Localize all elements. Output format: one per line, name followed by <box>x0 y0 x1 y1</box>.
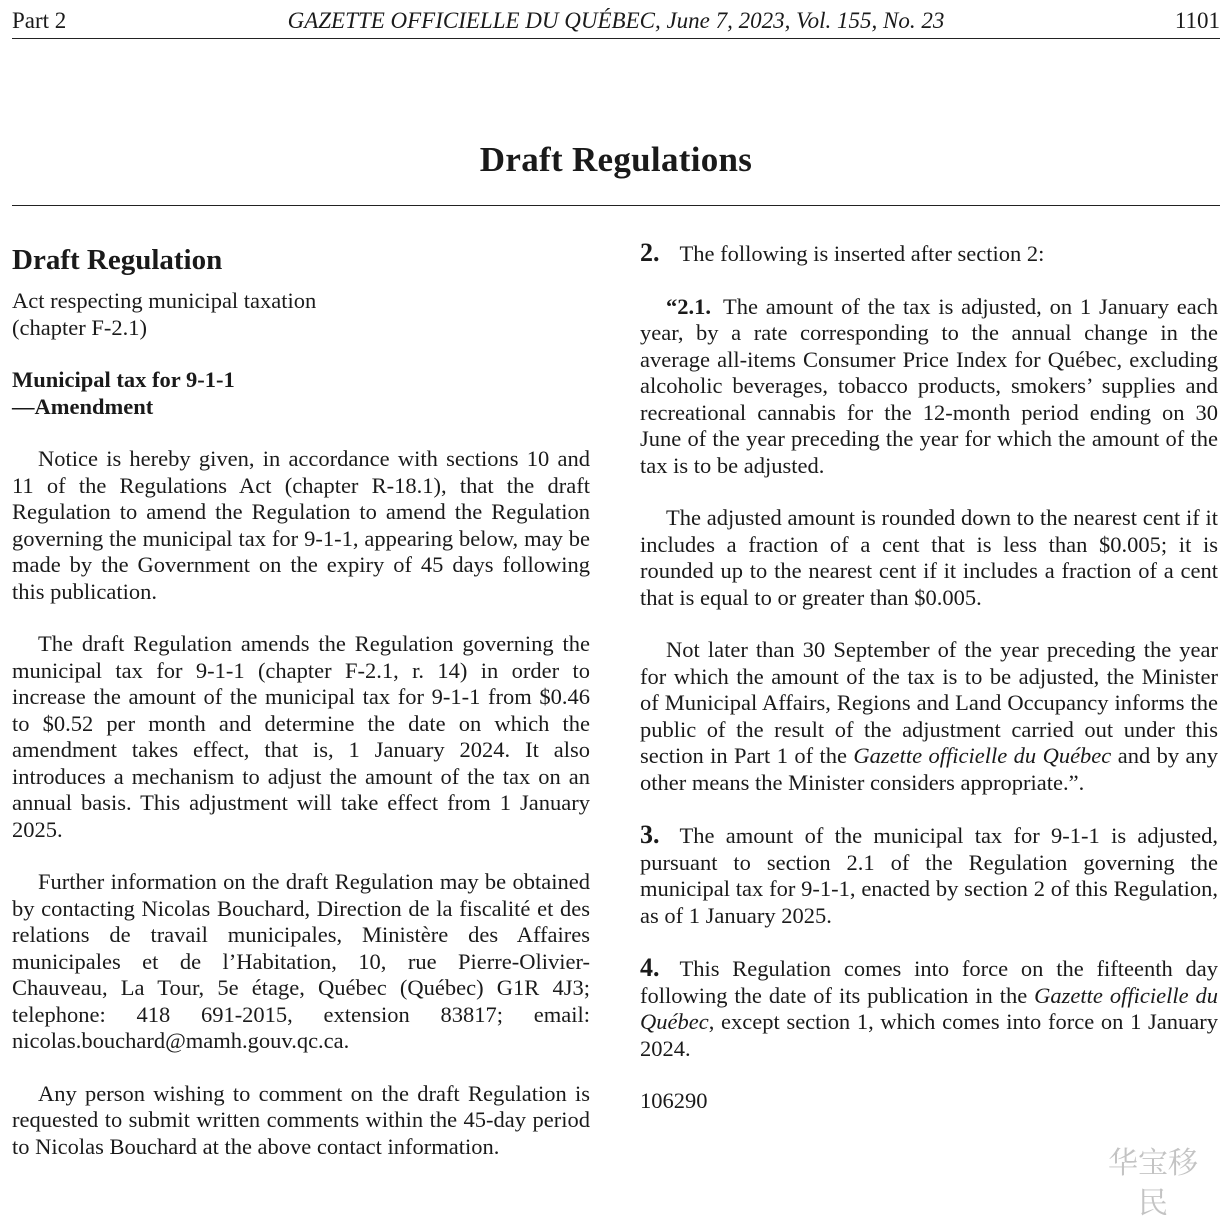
section-4 <box>640 955 1218 1062</box>
rounding-paragraph: The adjusted amount is rounded down to the nearest cent if it includes a fraction of a cent that is less than $0.005; it is rounded up to the nearest cent if it includes a fraction of a cent that is equal to or greater than $0.005. <box>640 505 1218 610</box>
subject-title: Municipal tax for 9-1-1 <box>12 367 235 392</box>
act-reference <box>12 288 590 341</box>
section-text: The following is inserted after section 2: <box>679 241 1045 266</box>
publication-paragraph <box>640 637 1218 796</box>
section-text-end: , except section 1, which comes into force on 1 January 2024. <box>640 1009 1218 1061</box>
section-text: This Regulation comes into force on the fifteenth day following the date of its publication in the <box>640 956 1218 1008</box>
paragraph-text: Not later than 30 September of the year preceding the year for which the amount of the tax is to be adjusted, the Minister of Municipal Affairs, Regions and Land Occupancy informs the public of the result of the adjustment carried out under this section in Part 1 of the <box>640 637 1218 768</box>
summary-paragraph: The draft Regulation amends the Regulation governing the municipal tax for 9-1-1 (chapter F-2.1, r. 14) in order to increase the amount of the municipal tax for 9-1-1 from $0.46 to $0.52 per month and determine the date on which the amendment takes effect, that is, 1 January 2024. It also introduces a mechanism to adjust the amount of the tax on an annual basis. This adjustment will take effect from 1 January 2025. <box>12 631 590 842</box>
document-number: 106290 <box>640 1088 708 1113</box>
section-2 <box>640 240 1218 268</box>
gazette-name: Gazette officielle du Québec <box>853 743 1112 768</box>
running-header <box>12 6 1220 39</box>
section-title: Draft Regulations <box>479 140 753 179</box>
page-number: 1101 <box>1174 8 1220 33</box>
left-column <box>12 240 590 1160</box>
gazette-name: Gazette officielle du Québec <box>640 982 1218 1034</box>
right-column <box>640 240 1218 1115</box>
section-number: 3. <box>640 820 660 849</box>
subject-amendment: —Amendment <box>12 393 154 419</box>
section-text: The amount of the tax is adjusted, on 1 January each year, by a rate corresponding to the annual change in the average all-items Consumer Price Index for Québec, excluding alcoholic beverages, tobacco products, smokers’ supplies and recreational cannabis for the 12-month period ending on 30 June of the year preceding the year for which the amount of the tax is to be adjusted. <box>640 293 1218 478</box>
comment-paragraph: Any person wishing to comment on the draft Regulation is requested to submit written comments within the 45-day period to Nicolas Bouchard at the above contact information. <box>12 1080 590 1159</box>
act-chapter: (chapter F-2.1) <box>12 314 147 340</box>
section-divider <box>12 205 1220 206</box>
regulation-subject <box>12 367 590 420</box>
contact-paragraph: Further information on the draft Regulation may be obtained by contacting Nicolas Bouchard, Direction de la fiscalité et des relations de travail municipales, Ministère des Affaires municipales et de l’Habitation, 10, rue Pierre-Olivier-Chauveau, La Tour, 5e étage, Québec (Québec) G1R 4J3; telephone: 418 691-2015, extension 83817; email: nicolas.bouchard@mamh.gouv.qc.ca. <box>12 869 590 1053</box>
section-number: 2. <box>640 238 660 267</box>
paragraph-text-end: and by any other means the Minister considers appropriate.”. <box>640 743 1218 795</box>
section-3 <box>640 822 1218 929</box>
publication-title: GAZETTE OFFICIELLE DU QUÉBEC, June 7, 2023, Vol. 155, No. 23 <box>287 8 945 33</box>
section-2-1 <box>640 294 1218 480</box>
notice-paragraph: Notice is hereby given, in accordance with sections 10 and 11 of the Regulations Act (chapter R-18.1), that the draft Regulation to amend the Regulation to amend the Regulation governing the municipal tax for 9-1-1, appearing below, may be made by the Government on the expiry of 45 days following this publication. <box>12 446 590 604</box>
watermark-logo: 华宝移民 <box>1108 1146 1198 1221</box>
section-text: The amount of the municipal tax for 9-1-1 is adjusted, pursuant to section 2.1 of the Regulation governing the municipal tax for 9-1-1, enacted by section 2 of this Regulation, as of 1 January 2025. <box>640 823 1218 928</box>
part-label: Part 2 <box>12 8 67 33</box>
section-number: “2.1. <box>666 293 711 319</box>
document-title: Draft Regulation <box>12 244 223 276</box>
section-number: 4. <box>640 953 660 982</box>
act-name: Act respecting municipal taxation <box>12 288 317 313</box>
